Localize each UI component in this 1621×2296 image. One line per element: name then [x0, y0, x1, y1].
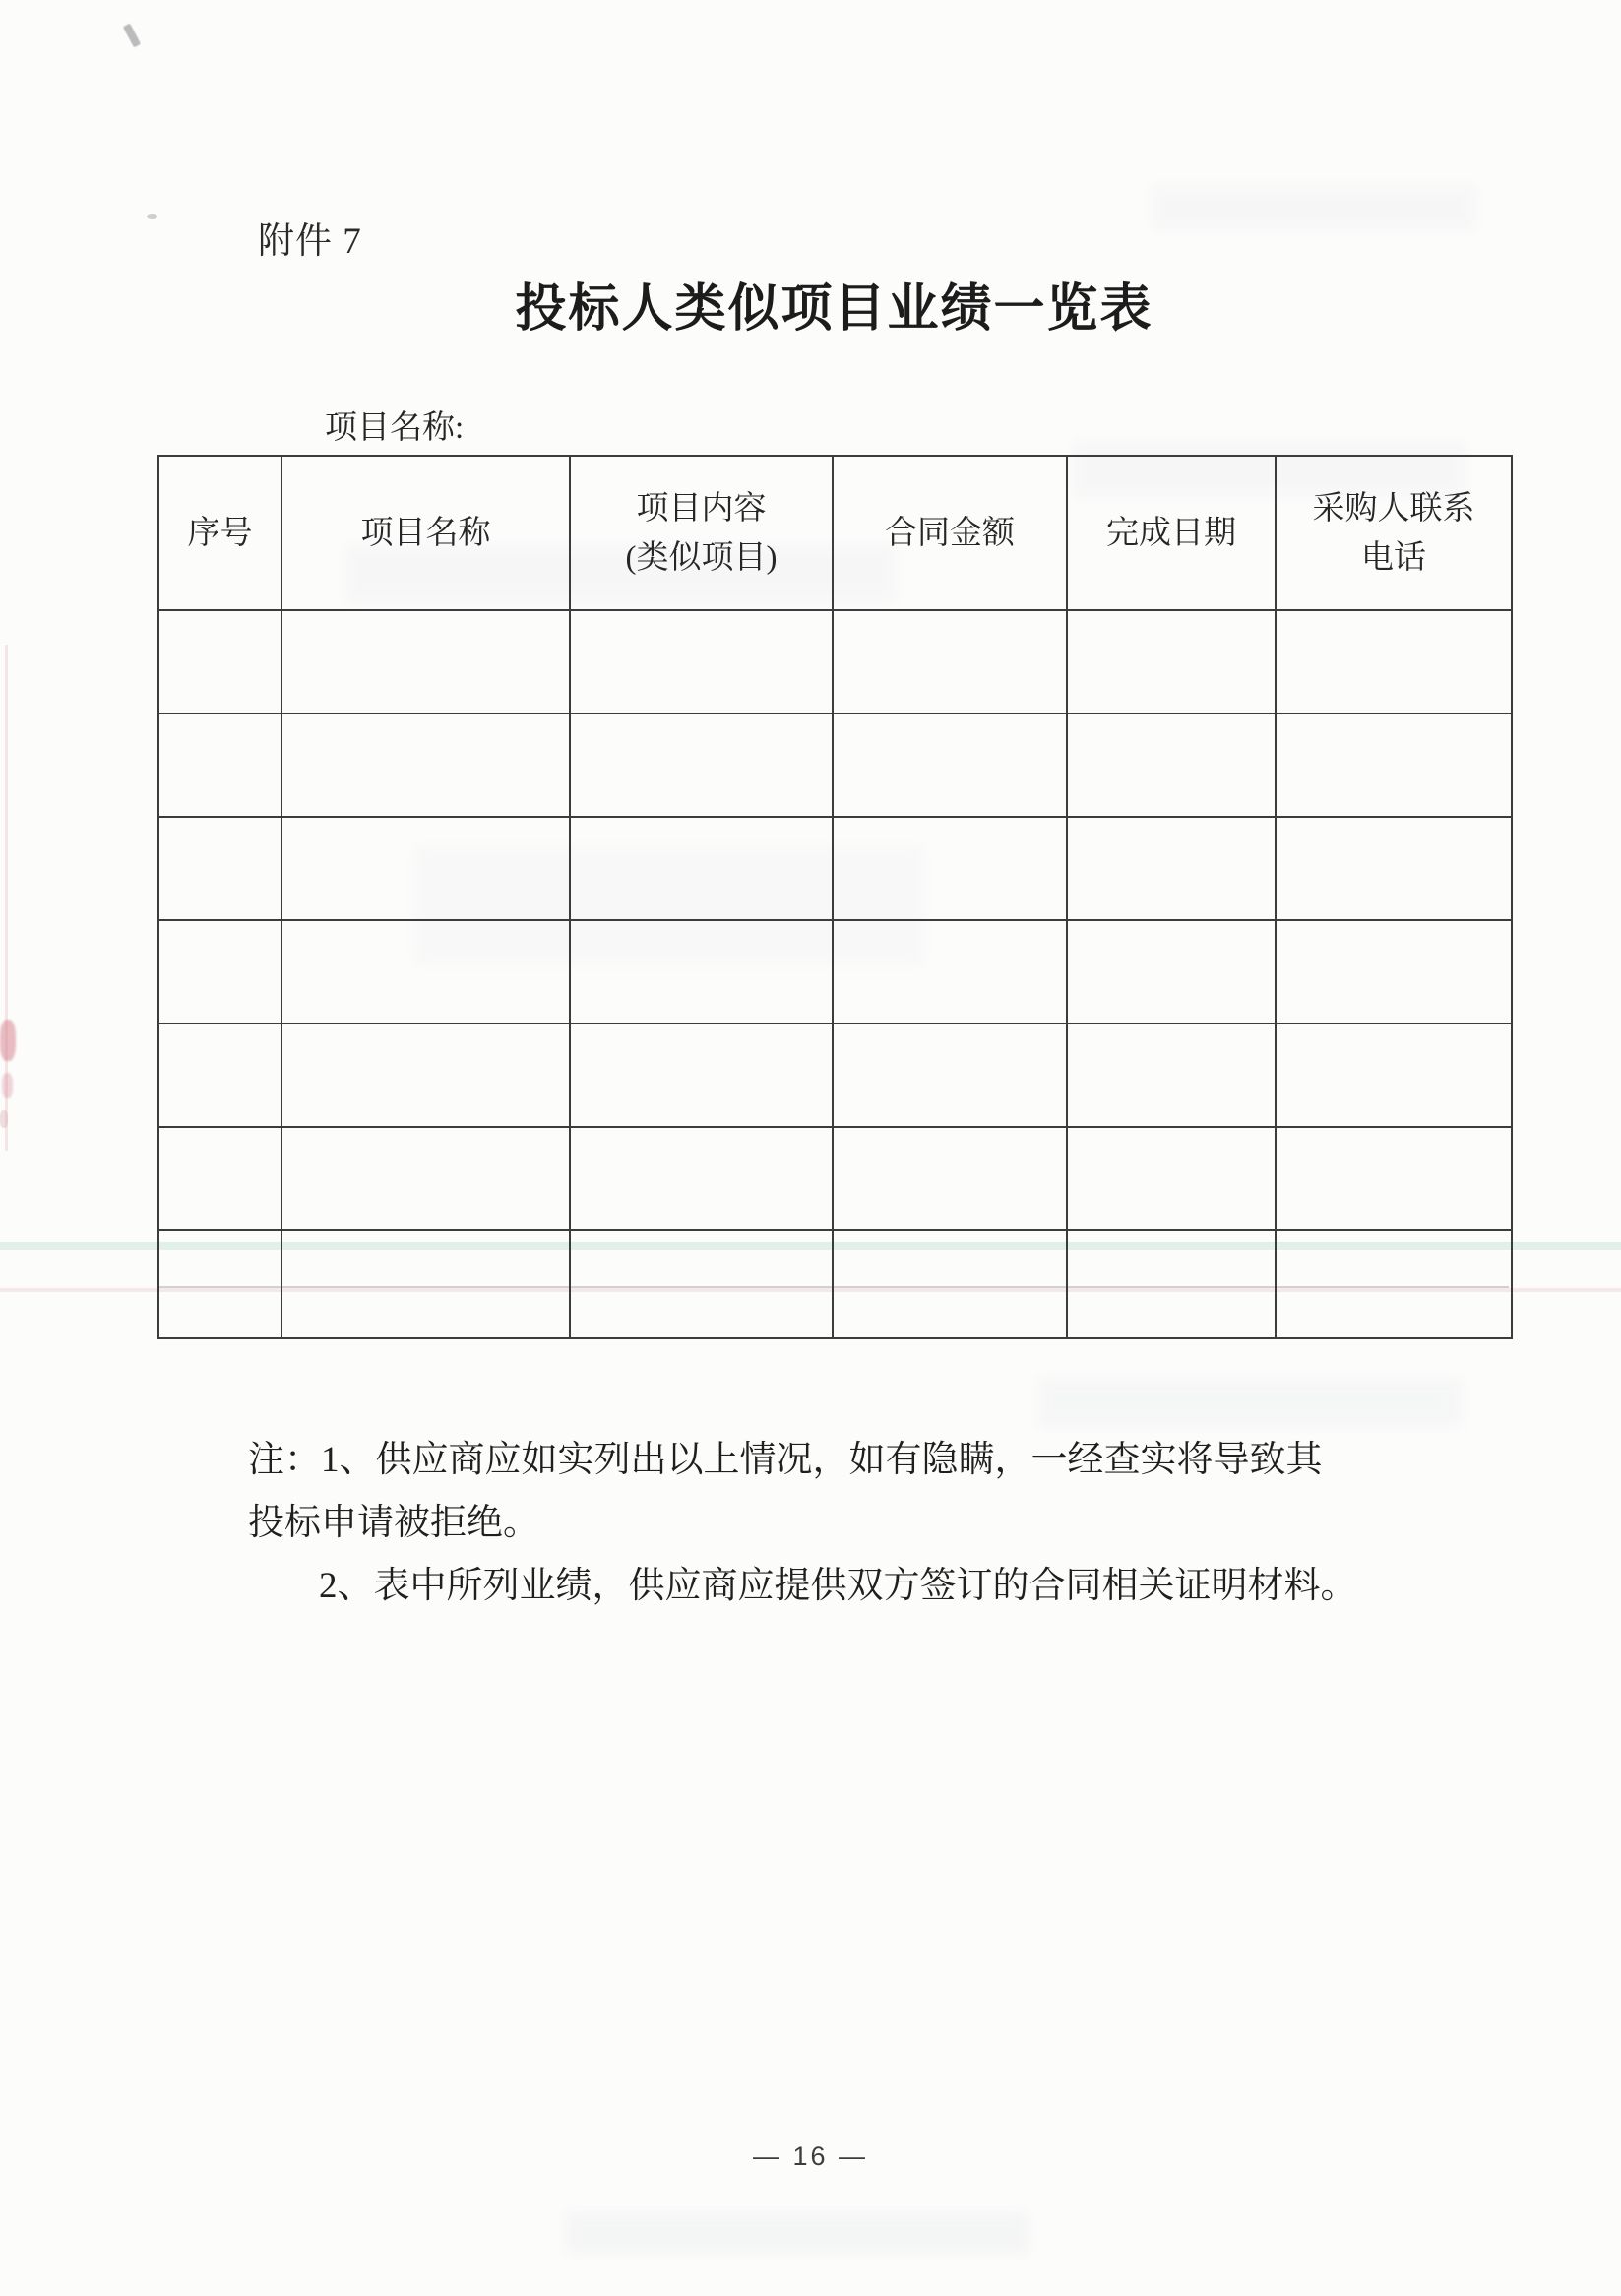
ghost-smudge: [1152, 185, 1476, 230]
col-header-index: [158, 456, 281, 610]
paper-speck: [147, 214, 157, 219]
empty-cell: [1276, 714, 1512, 817]
empty-cell: [570, 1127, 833, 1230]
col-header-text: 序号: [187, 515, 253, 551]
empty-cell: [1067, 1230, 1276, 1338]
empty-cell: [281, 1024, 570, 1127]
empty-cell: [1067, 1024, 1276, 1127]
empty-cell: [1276, 1127, 1512, 1230]
empty-cell: [158, 1230, 281, 1338]
empty-cell: [570, 817, 833, 920]
empty-cell: [1067, 610, 1276, 714]
col-header-purchaser-phone: [1276, 456, 1512, 610]
empty-cell: [281, 1230, 570, 1338]
empty-cell: [158, 714, 281, 817]
attachment-label: 附件 7: [258, 221, 362, 262]
table-row: [158, 920, 1512, 1024]
performance-table: [157, 455, 1513, 1339]
col-header-text: 合同金额: [885, 515, 1015, 551]
empty-cell: [833, 817, 1067, 920]
col-header-text: (类似项目): [625, 539, 778, 576]
empty-cell: [833, 1127, 1067, 1230]
col-header-text: 项目内容: [636, 490, 767, 527]
ghost-smudge: [1038, 1378, 1462, 1427]
col-header-contract-amount: [833, 456, 1067, 610]
col-header-text: 采购人联系: [1312, 490, 1475, 527]
edge-ink-blob: [2, 1073, 13, 1098]
empty-cell: [570, 714, 833, 817]
empty-cell: [1276, 610, 1512, 714]
empty-cell: [281, 920, 570, 1024]
col-header-project-content: [570, 456, 833, 610]
empty-cell: [1276, 817, 1512, 920]
empty-cell: [1067, 1127, 1276, 1230]
col-header-completion-date: [1067, 456, 1276, 610]
edge-ink-line: [5, 645, 8, 1151]
empty-cell: [570, 920, 833, 1024]
empty-cell: [1067, 714, 1276, 817]
empty-cell: [570, 610, 833, 714]
edge-ink-blob: [0, 1020, 16, 1061]
col-header-project-name: [281, 456, 570, 610]
table-row: [158, 714, 1512, 817]
project-name-label: 项目名称:: [325, 410, 465, 446]
empty-cell: [833, 1024, 1067, 1127]
empty-cell: [1276, 1230, 1512, 1338]
empty-cell: [158, 1024, 281, 1127]
empty-cell: [158, 817, 281, 920]
empty-cell: [833, 1230, 1067, 1338]
footnotes: [248, 1429, 1439, 1618]
empty-cell: [570, 1024, 833, 1127]
empty-cell: [1276, 1024, 1512, 1127]
empty-cell: [281, 714, 570, 817]
table-row: [158, 1024, 1512, 1127]
empty-cell: [570, 1230, 833, 1338]
empty-cell: [1067, 920, 1276, 1024]
table-row: [158, 1230, 1512, 1338]
empty-cell: [158, 920, 281, 1024]
col-header-text: 电话: [1361, 539, 1426, 576]
empty-cell: [281, 817, 570, 920]
empty-cell: [281, 610, 570, 714]
empty-cell: [281, 1127, 570, 1230]
page-number: — 16 —: [752, 2141, 869, 2171]
table-row: [158, 1127, 1512, 1230]
table-header-row: [158, 456, 1512, 610]
empty-cell: [833, 920, 1067, 1024]
col-header-text: 项目名称: [360, 515, 491, 551]
empty-cell: [1276, 920, 1512, 1024]
empty-cell: [833, 610, 1067, 714]
empty-cell: [158, 610, 281, 714]
page-title: 投标人类似项目业绩一览表: [515, 281, 1153, 338]
col-header-text: 完成日期: [1106, 515, 1236, 551]
footnote-line: 投标申请被拒绝。: [248, 1503, 539, 1543]
footnote-line: 注：1、供应商应如实列出以上情况，如有隐瞒，一经查实将导致其: [248, 1440, 1323, 1480]
ghost-smudge: [566, 2212, 1029, 2254]
empty-cell: [158, 1127, 281, 1230]
empty-cell: [1067, 817, 1276, 920]
empty-cell: [833, 714, 1067, 817]
table-row: [158, 817, 1512, 920]
edge-ink-blob: [0, 1110, 8, 1128]
table-row: [158, 610, 1512, 714]
footnote-line: 2、表中所列业绩，供应商应提供双方签订的合同相关证明材料。: [319, 1566, 1357, 1606]
corner-tick-mark: [123, 24, 141, 48]
